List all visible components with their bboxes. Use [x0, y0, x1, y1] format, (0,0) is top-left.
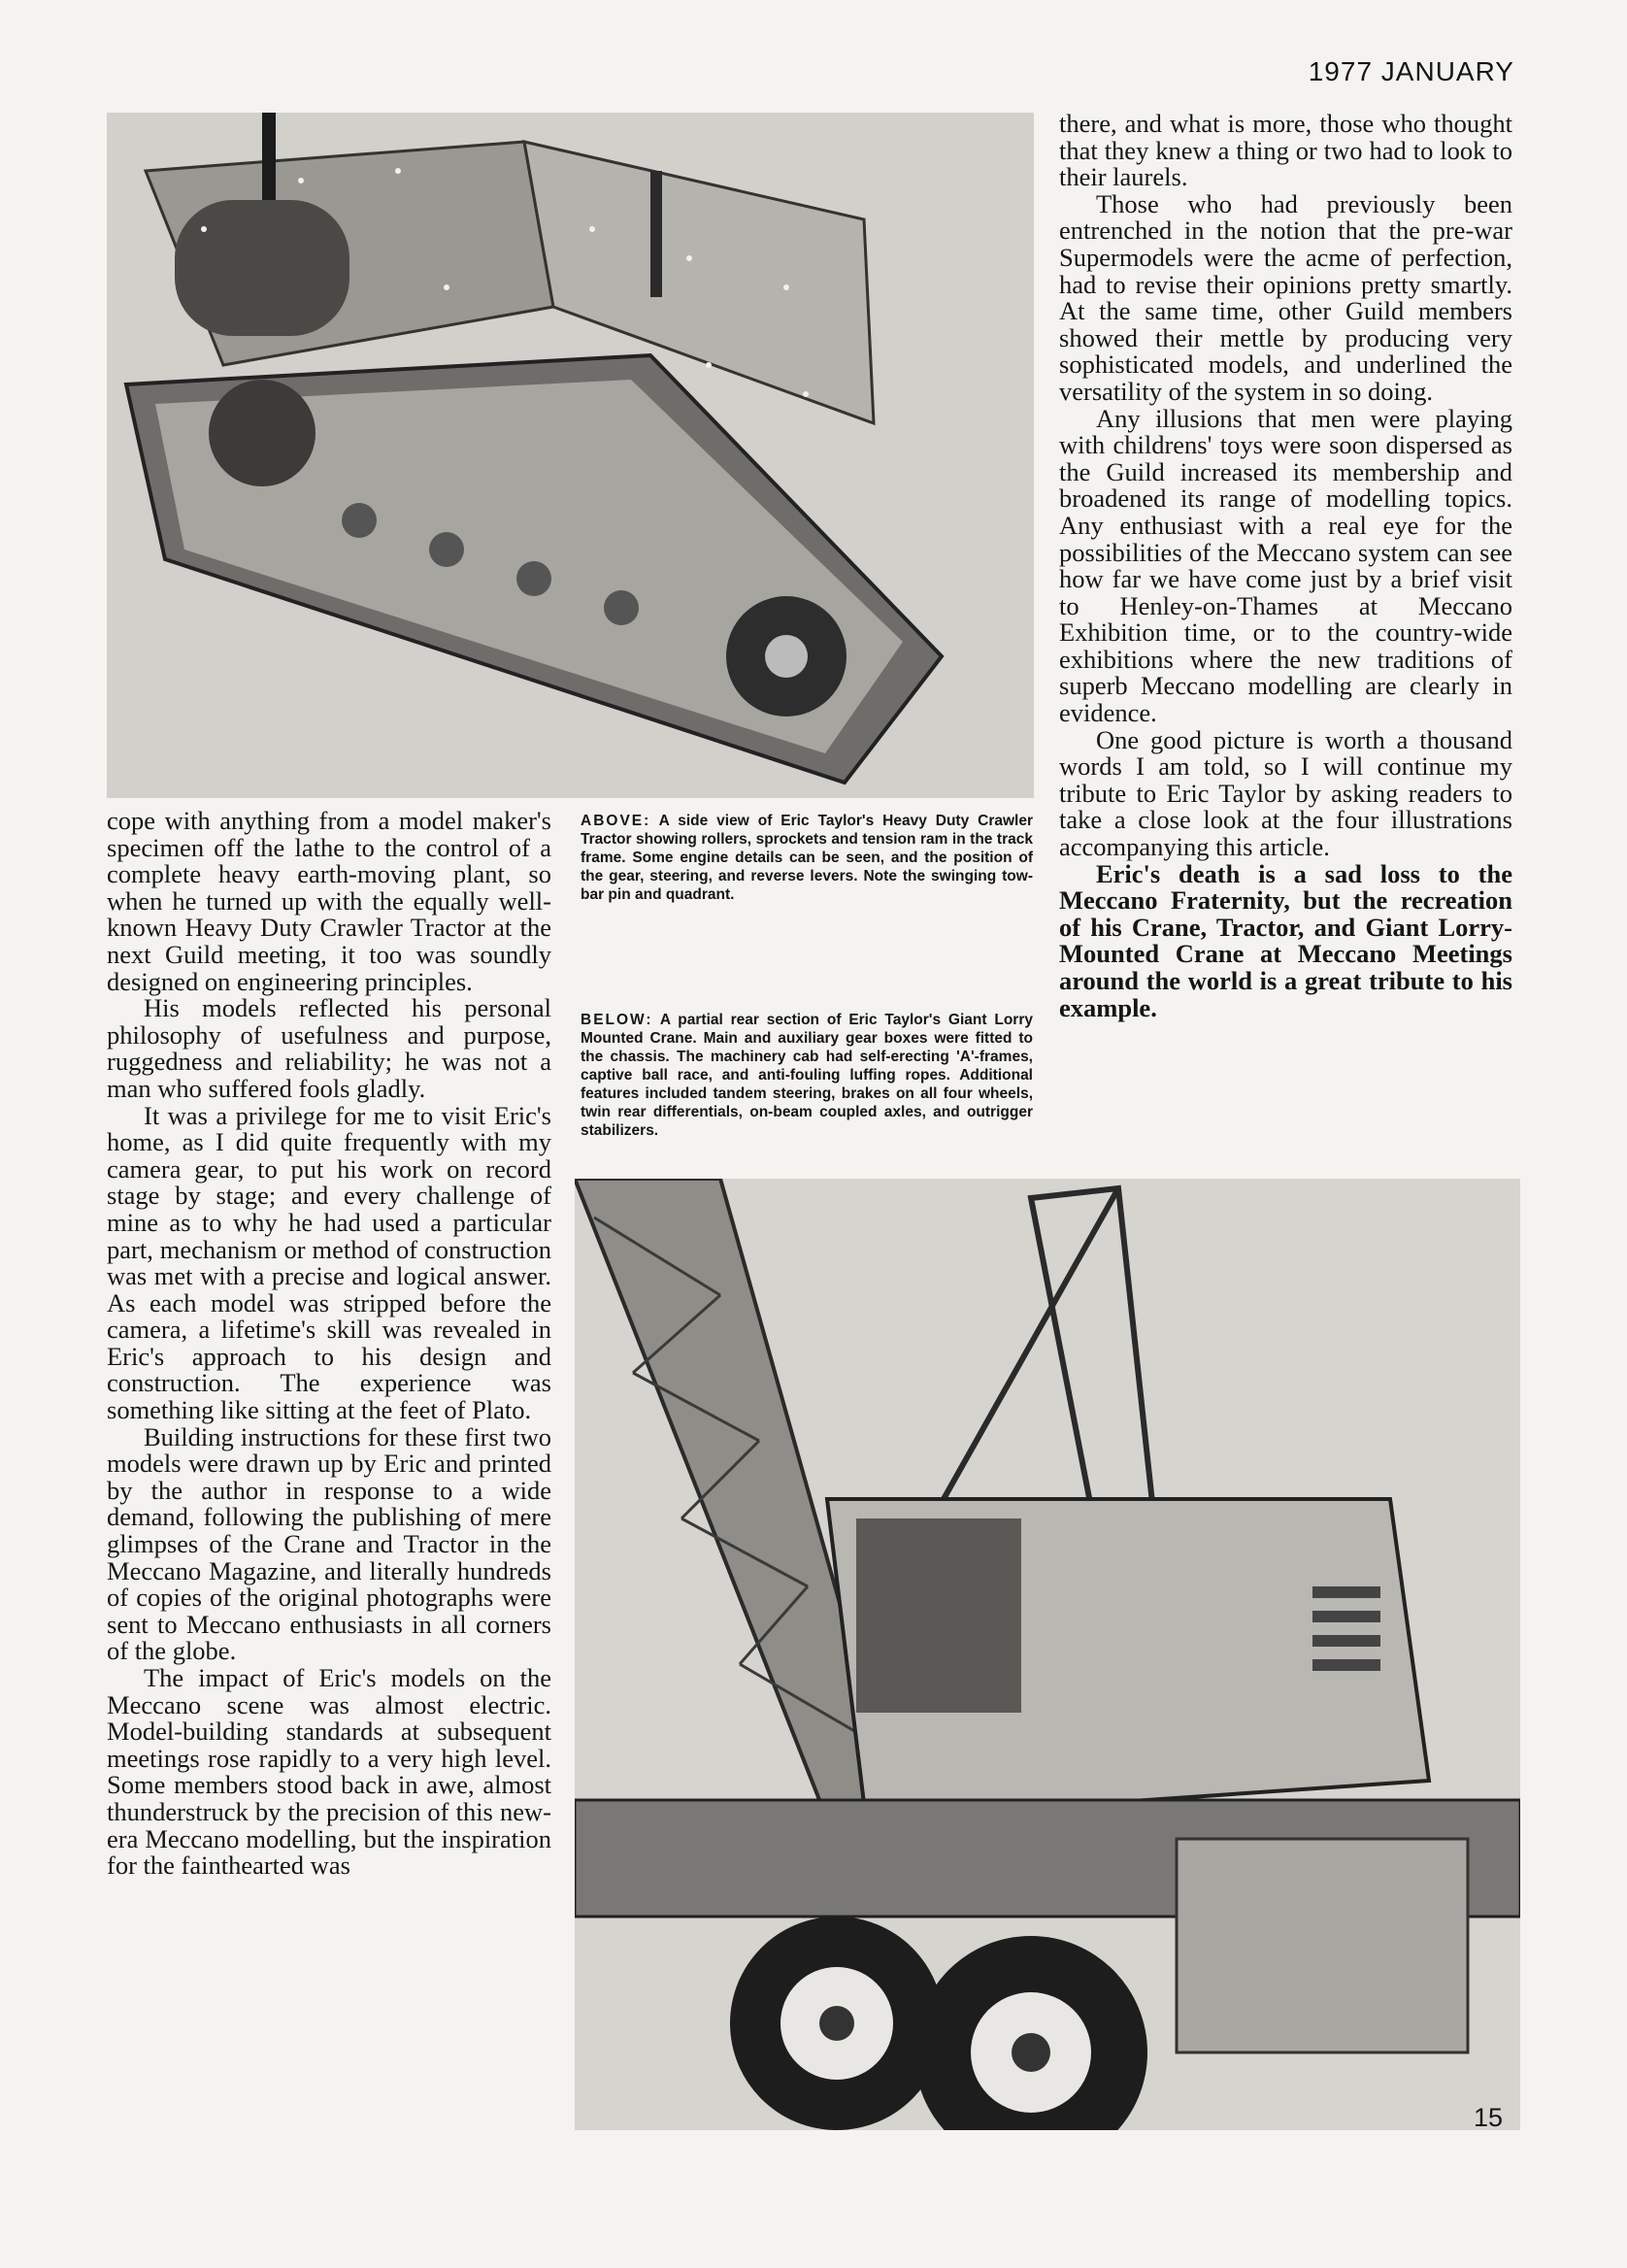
paragraph: there, and what is more, those who thought that they knew a thing or two had to look to their laurels. [1059, 109, 1512, 192]
lorry-crane-photo [575, 1179, 1520, 2130]
page-number: 15 [1473, 2103, 1503, 2132]
lorry-crane-icon [575, 1179, 1520, 2130]
paragraph: The impact of Eric's models on the Meccano scene was almost electric. Model-building standards at subsequent meetings rose rapidly to a very high level. Some members stood back in awe, almost thunderstruck by the precision of this new-era Meccano modelling, but the inspiration for the fainthearted was [107, 1663, 551, 1881]
paragraph: Any illusions that men were playing with childrens' toys were soon dispersed as the Guild increased its membership and broadened its range of modelling topics. Any enthusiast with a real eye for the possibilities of the Meccano system can see how far we have come just by a brief visit to Henley-on-Thames at Meccano Exhibition time, or to the country-wide exhibitions where the new traditions of superb Meccano modelling are clearly in evidence. [1059, 403, 1512, 728]
caption-text: A partial rear section of Eric Taylor's Giant Lorry Mounted Crane. Main and auxiliary gear boxes were fitted to the chassis. The machinery cab had self-erecting 'A'-frames, captive ball race, and anti-fouling luffing ropes. Additional features included tandem steering, brakes on all four wheels, twin rear differentials, on-beam coupled axles, and outrigger stabilizers. [581, 1012, 1033, 1139]
caption-above [581, 812, 1033, 904]
caption-lead: BELOW: [581, 1012, 653, 1028]
caption-text: A side view of Eric Taylor's Heavy Duty Crawler Tractor showing rollers, sprockets and tension ram in the track frame. Some engine details can be seen, and the position of the gear, steering, and reverse levers. Note the swinging tow-bar pin and quadrant. [581, 813, 1034, 903]
paragraph: His models reflected his personal philosophy of usefulness and purpose, ruggedness and reliability; he was not a man who suffered fools gladly. [107, 993, 551, 1103]
left-text-column [107, 808, 551, 1880]
paragraph: Building instructions for these first two models were drawn up by Eric and printed by the author in response to a wide demand, following the publishing of mere glimpses of the Crane and Tractor in the Meccano Magazine, and literally hundreds of copies of the original photographs were sent to Meccano enthusiasts in all corners of the globe. [107, 1421, 551, 1666]
paragraph: Those who had previously been entrenched in the notion that the pre-war Supermodels were the acme of perfection, had to revise their opinions pretty smartly. At the same time, other Guild members showed their mettle by producing very sophisticated models, and underlined the versatility of the system in so doing. [1059, 188, 1512, 406]
crawler-tractor-icon [107, 113, 1034, 798]
caption-lead: ABOVE: [581, 813, 651, 829]
right-text-column [1059, 111, 1512, 1021]
paragraph: One good picture is worth a thousand words I am told, so I will continue my tribute to Eric Taylor by asking readers to take a close look at the four illustrations accompanying this article. [1059, 724, 1512, 862]
crawler-tractor-photo [107, 113, 1034, 798]
issue-date-header: 1977 JANUARY [1308, 56, 1514, 86]
caption-below [581, 1011, 1033, 1140]
paragraph: cope with anything from a model maker's specimen off the lathe to the control of a complete heavy earth-moving plant, so when he turned up with the equally well-known Heavy Duty Crawler Tractor at the next Guild meeting, it too was soundly designed on engineering principles. [107, 806, 551, 996]
paragraph-closing: Eric's death is a sad loss to the Meccano Fraternity, but the recreation of his Crane, Tractor, and Giant Lorry-Mounted Crane at Meccano Meetings around the world is a great tribute to his example. [1059, 858, 1512, 1022]
paragraph: It was a privilege for me to visit Eric's home, as I did quite frequently with my camera gear, to put his work on record stage by stage; and every challenge of mine as to why he had used a particular part, mechanism or method of construction was met with a precise and logical answer. As each model was stripped before the camera, a lifetime's skill was revealed in Eric's approach to his design and construction. The experience was something like sitting at the feet of Plato. [107, 1100, 551, 1425]
